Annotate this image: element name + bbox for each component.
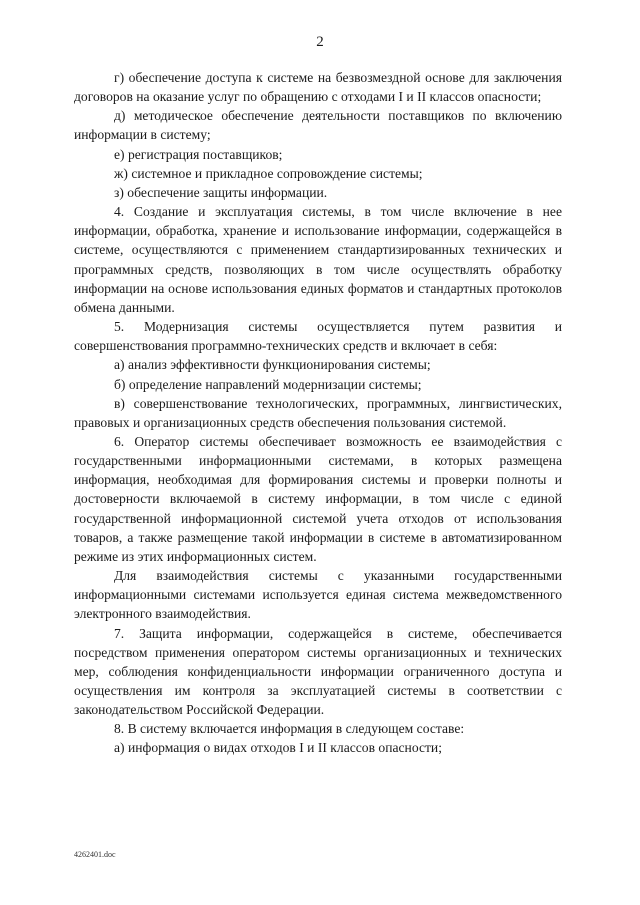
- paragraph-section-6-interaction: Для взаимодействия системы с указанными государственными информационными системами используется единая система межведомственного электронного взаимодействия.: [74, 568, 562, 622]
- paragraph-item-8a: а) информация о видах отходов I и II классов опасности;: [114, 740, 442, 756]
- document-body: [74, 68, 562, 758]
- paragraph-section-5: 5. Модернизация системы осуществляется путем развития и совершенствования программно-технических средств и включает в себя:: [74, 319, 562, 354]
- paragraph-item-5v: в) совершенствование технологических, программных, лингвистических, правовых и организационных средств обеспечения пользования системой.: [74, 395, 562, 430]
- paragraph-item-zh: ж) системное и прикладное сопровождение системы;: [114, 165, 423, 181]
- paragraph-item-g: г) обеспечение доступа к системе на безвозмездной основе для заключения договоров на оказание услуг по обращению с отходами I и II классов опасности;: [74, 70, 562, 105]
- paragraph-item-5a: а) анализ эффективности функционирования системы;: [114, 357, 431, 373]
- paragraph-section-8: 8. В систему включается информация в следующем составе:: [114, 721, 465, 737]
- paragraph-item-5b: б) определение направлений модернизации системы;: [114, 376, 422, 392]
- paragraph-section-4: 4. Создание и эксплуатация системы, в том числе включение в нее информации, обработка, хранение и использование информации, содержащейся в системе, осуществляются с применением стандартизированных технических и программных средств, позволяющих в том числе осуществлять обработку информации на основе использования единых форматов и стандартных протоколов обмена данными.: [74, 204, 562, 315]
- paragraph-item-z: з) обеспечение защиты информации.: [114, 184, 328, 200]
- footer-filename: 4262401.doc: [74, 850, 116, 859]
- paragraph-item-e: е) регистрация поставщиков;: [114, 146, 283, 162]
- paragraph-item-d: д) методическое обеспечение деятельности поставщиков по включению информации в систему;: [74, 108, 562, 143]
- paragraph-section-7: 7. Защита информации, содержащейся в системе, обеспечивается посредством применения оператором системы организационных и технических мер, соблюдения конфиденциальности информации ограниченного доступа и осуществления им контроля за эксплуатацией системы в соответствии с законодательством Российской Федерации.: [74, 625, 562, 718]
- page-number: 2: [316, 34, 324, 50]
- paragraph-section-6: 6. Оператор системы обеспечивает возможность ее взаимодействия с государственными информационными системами, в которых размещена информация, необходимая для формирования системы и проверки полноты и достоверности включаемой в систему информации, в том числе с единой государственной информационной системой учета отходов от использования товаров, а также размещение такой информации в системе в автоматизированном режиме из этих информационных систем.: [74, 433, 562, 564]
